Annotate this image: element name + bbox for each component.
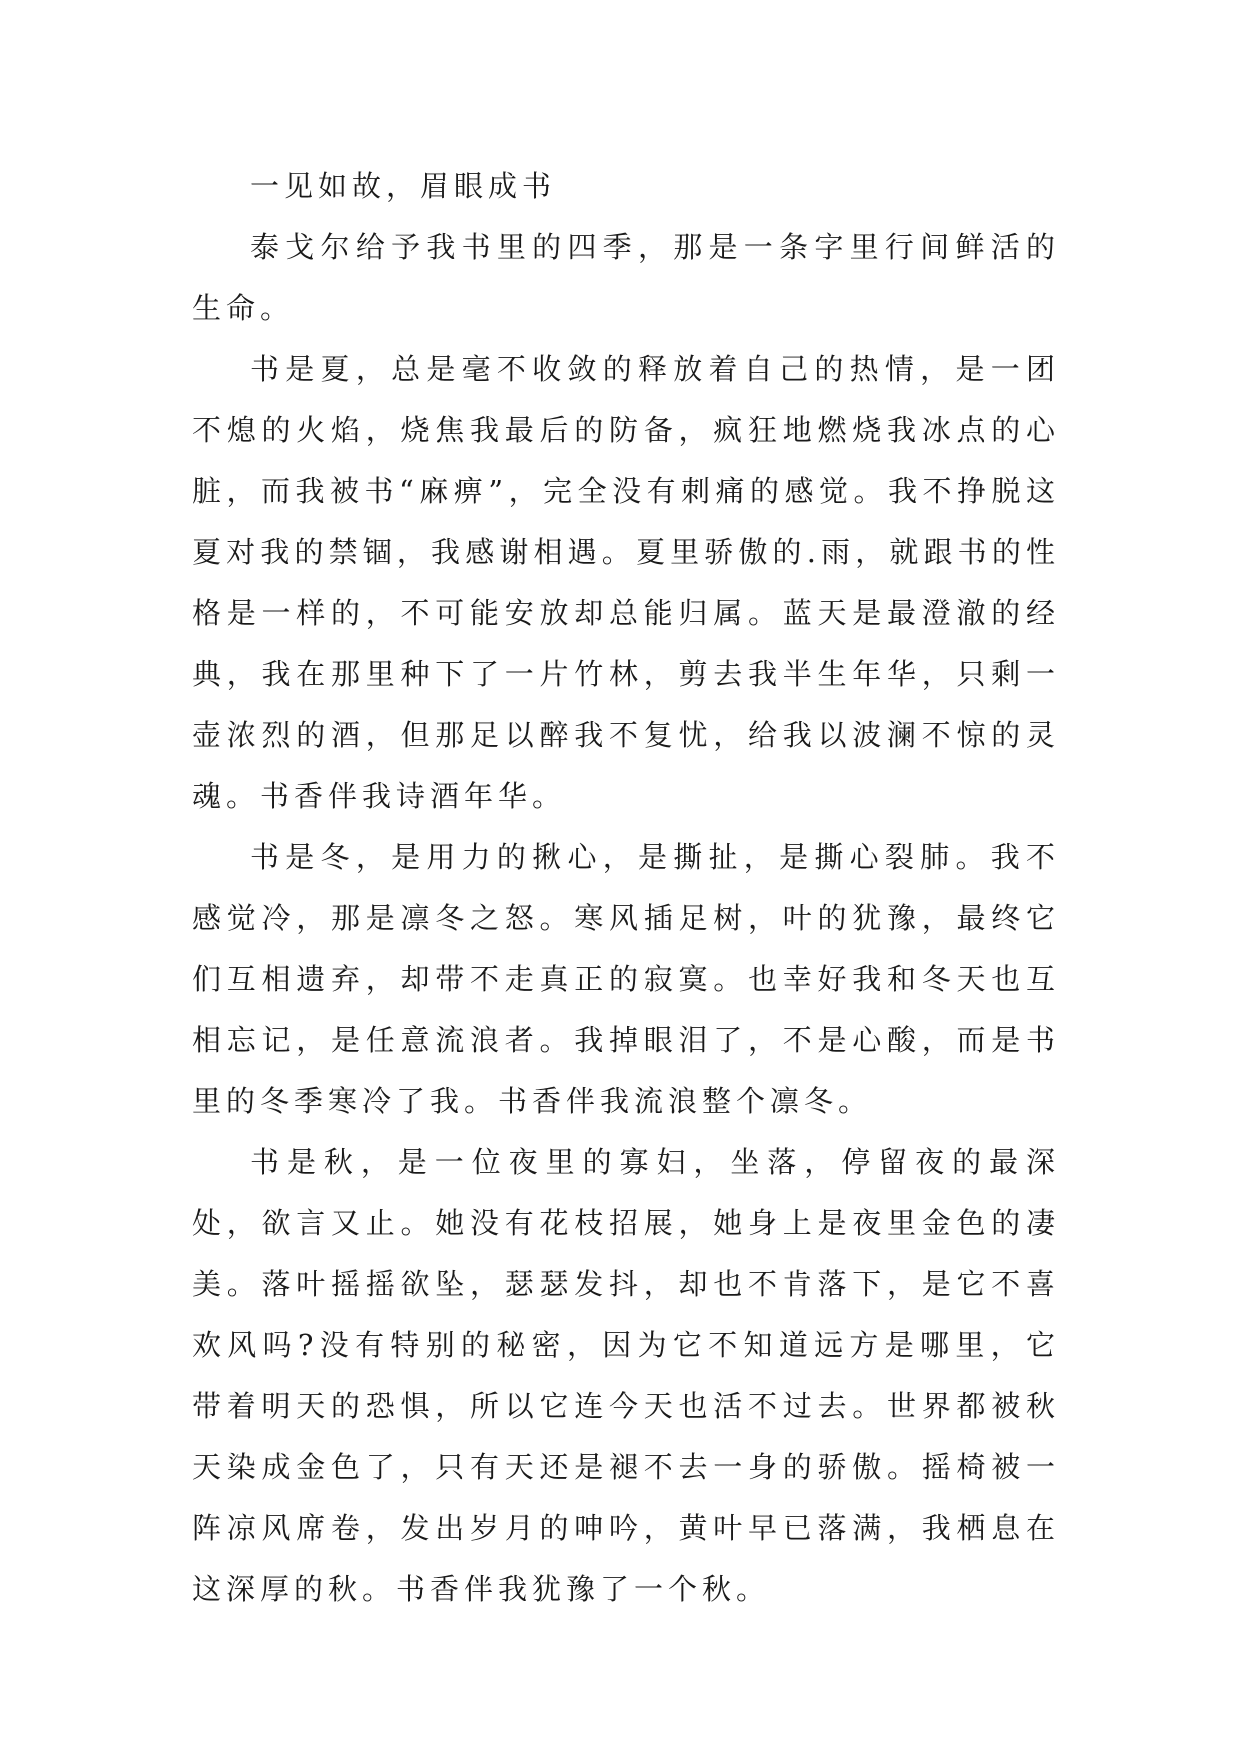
- summer-paragraph: 书是夏，总是毫不收敛的释放着自己的热情，是一团不熄的火焰，烧焦我最后的防备，疯狂地燃烧我冰点的心脏，而我被书“麻痹”，完全没有刺痛的感觉。我不挣脱这夏对我的禁锢，我感谢相遇。夏里骄傲的.雨，就跟书的性格是一样的，不可能安放却总能归属。蓝天是最澄澈的经典，我在那里种下了一片竹林，剪去我半生年华，只剩一壶浓烈的酒，但那足以醉我不复忧，给我以波澜不惊的灵魂。书香伴我诗酒年华。: [192, 352, 1060, 813]
- document-body: [192, 156, 1060, 1620]
- intro-paragraph: 泰戈尔给予我书里的四季，那是一条字里行间鲜活的生命。: [192, 230, 1060, 325]
- winter-paragraph: 书是冬，是用力的揪心，是撕扯，是撕心裂肺。我不感觉冷，那是凛冬之怒。寒风插足树，叶的犹豫，最终它们互相遗弃，却带不走真正的寂寞。也幸好我和冬天也互相忘记，是任意流浪者。我掉眼泪了，不是心酸，而是书里的冬季寒冷了我。书香伴我流浪整个凛冬。: [192, 840, 1060, 1118]
- heading-paragraph: 一见如故，眉眼成书: [250, 169, 557, 203]
- autumn-paragraph: 书是秋，是一位夜里的寡妇，坐落，停留夜的最深处，欲言又止。她没有花枝招展，她身上是夜里金色的凄美。落叶摇摇欲坠，瑟瑟发抖，却也不肯落下，是它不喜欢风吗?没有特别的秘密，因为它不知道远方是哪里，它带着明天的恐惧，所以它连今天也活不过去。世界都被秋天染成金色了，只有天还是褪不去一身的骄傲。摇椅被一阵凉风席卷，发出岁月的呻吟，黄叶早已落满，我栖息在这深厚的秋。书香伴我犹豫了一个秋。: [192, 1145, 1060, 1606]
